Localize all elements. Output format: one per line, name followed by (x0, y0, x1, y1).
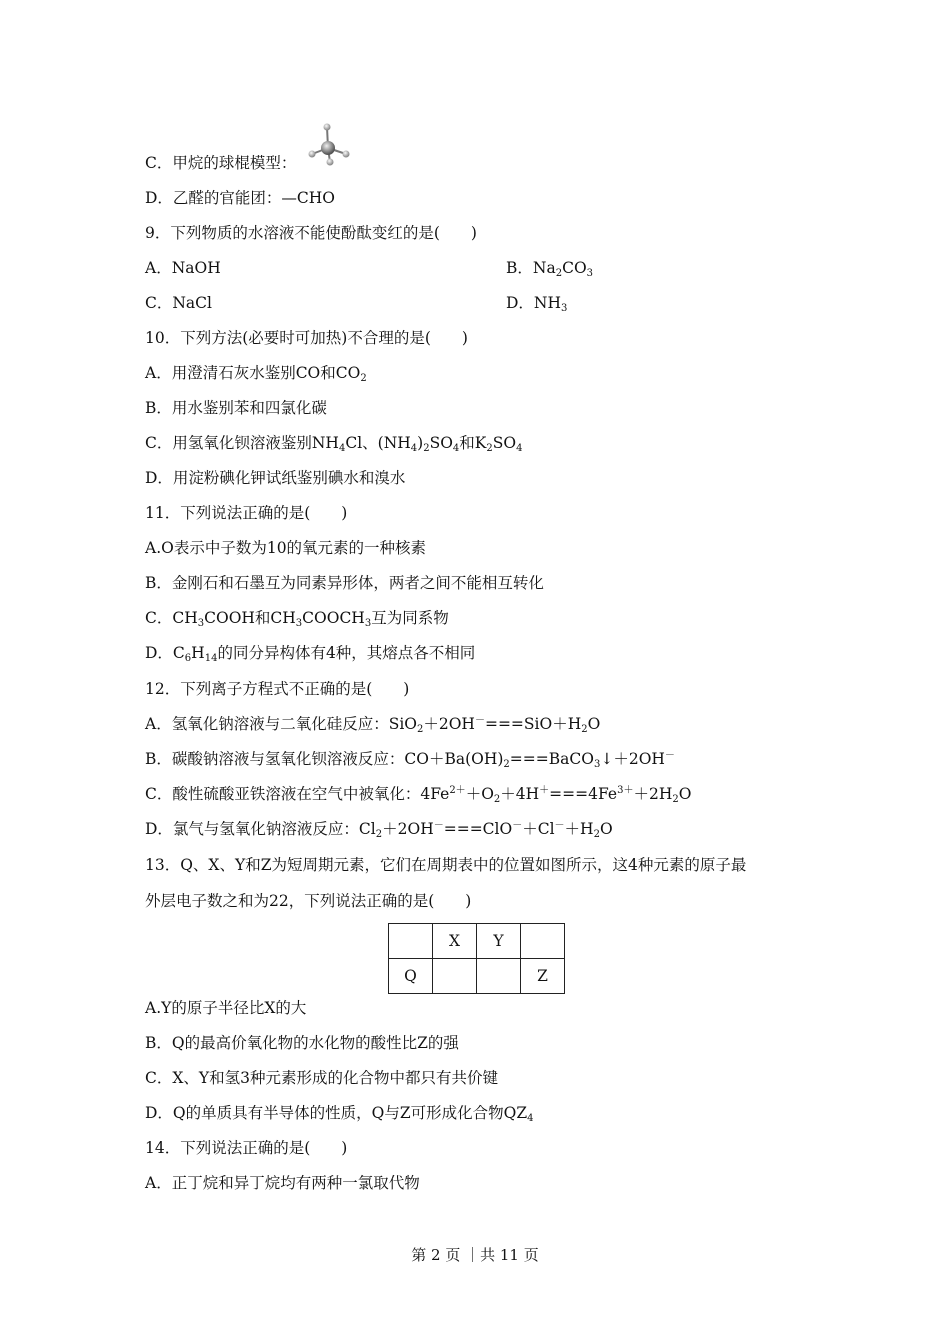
page-footer: 第 2 页 ｜共 11 页 (411, 1246, 539, 1264)
option-10b: B．用水鉴别苯和四氯化碳 (145, 399, 327, 417)
table-cell: Y (477, 924, 521, 959)
option-11b: B．金刚石和石墨互为同素异形体，两者之间不能相互转化 (145, 574, 544, 592)
option-9b: B．$Na_2CO_3$ (506, 259, 594, 279)
table-cell: Z (521, 959, 565, 994)
question-13-line-1: 13．Q、X、Y和Z为短周期元素，它们在周期表中的位置如图所示，这4种元素的原子最 (145, 856, 747, 874)
option-8d: D．乙醛的官能团：—CHO (145, 189, 336, 207)
option-10c: C．用氢氧化钡溶液鉴别$NH_4Cl$、$(NH_4)_2SO_4$和$K_2SO_4$ (145, 434, 523, 454)
option-11c: C．$CH_3COOH$和$CH_3COOCH_3$互为同系物 (145, 609, 449, 629)
option-13b: B．Q的最高价氧化物的水化物的酸性比Z的强 (145, 1034, 459, 1052)
table-cell: X (433, 924, 477, 959)
option-10a: A．用澄清石灰水鉴别CO和$CO_2$ (145, 364, 367, 384)
question-11: 11．下列说法正确的是( ) (145, 504, 348, 522)
option-10d: D．用淀粉碘化钾试纸鉴别碘水和溴水 (145, 469, 406, 487)
option-12c: C．酸性硫酸亚铁溶液在空气中被氧化：$4Fe^{2+}+O_2+4H^+===4Fe^{3+}+2H_2O$ (145, 785, 692, 805)
option-11d: D．$C_6H_{14}$的同分异构体有4种，其熔点各不相同 (145, 644, 476, 664)
question-12: 12．下列离子方程式不正确的是( ) (145, 680, 410, 698)
question-13-line-2: 外层电子数之和为22，下列说法正确的是( ) (145, 892, 472, 910)
table-cell: Q (389, 959, 433, 994)
table-cell (433, 959, 477, 994)
option-13a: A.Y的原子半径比X的大 (145, 999, 307, 1017)
option-9a: A．NaOH (145, 259, 221, 277)
option-12d: D．氯气与氢氧化钠溶液反应：$Cl_2+2OH^-===ClO^-+Cl^-+H_2O$ (145, 820, 613, 840)
periodic-table-fragment (388, 923, 565, 994)
option-13c: C．X、Y和氢3种元素形成的化合物中都只有共价键 (145, 1069, 498, 1087)
question-9: 9．下列物质的水溶液不能使酚酞变红的是( ) (145, 224, 477, 242)
option-14a: A．正丁烷和异丁烷均有两种一氯取代物 (145, 1174, 420, 1192)
methane-ball-stick-model-icon (304, 122, 356, 166)
question-10: 10．下列方法(必要时可加热)不合理的是( ) (145, 329, 468, 347)
option-8c: C．甲烷的球棍模型： (145, 154, 297, 172)
table-cell (521, 924, 565, 959)
question-14: 14．下列说法正确的是( ) (145, 1139, 348, 1157)
table-cell (477, 959, 521, 994)
option-9d: D．$NH_3$ (506, 294, 568, 314)
option-9c: C．NaCl (145, 294, 212, 312)
option-13d: D．Q的单质具有半导体的性质，Q与Z可形成化合物$QZ_4$ (145, 1104, 534, 1124)
option-12a: A．氢氧化钠溶液与二氧化硅反应：$SiO_2+2OH^-===SiO+H_2O$ (145, 715, 601, 735)
option-11a: A.O表示中子数为10的氧元素的一种核素 (145, 539, 427, 557)
option-12b: B．碳酸钠溶液与氢氧化钡溶液反应：$CO+Ba(OH)_2===BaCO_3↓+2OH^-$ (145, 750, 675, 770)
table-cell (389, 924, 433, 959)
